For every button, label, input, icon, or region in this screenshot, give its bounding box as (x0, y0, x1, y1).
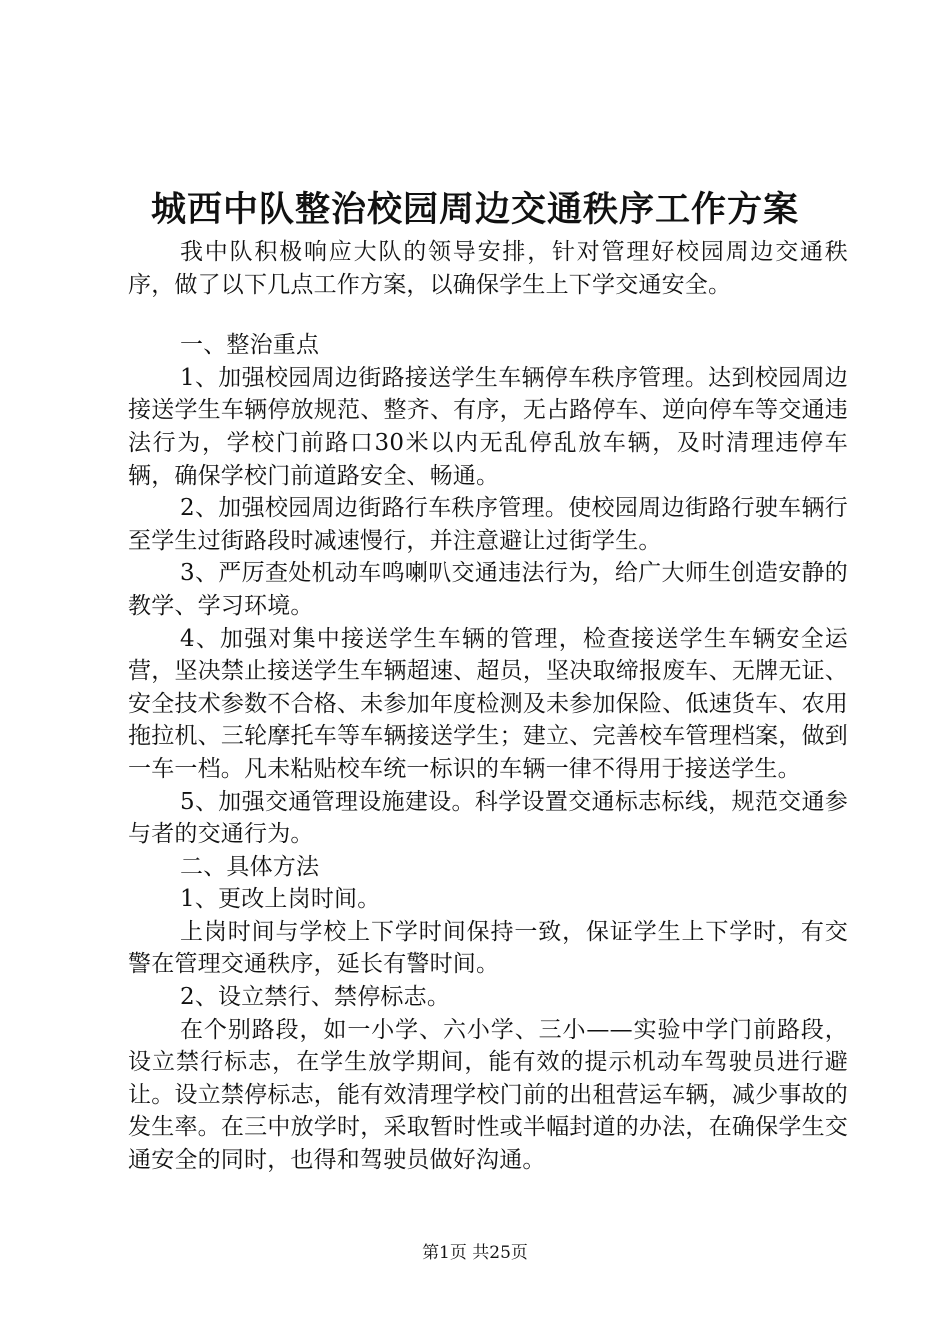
focus-item-2: 2、加强校园周边街路行车秩序管理。使校园周边街路行驶车辆行至学生过街路段时减速慢行，并注意避让过街学生。 (128, 495, 848, 554)
focus-item-3: 3、严厉查处机动车鸣喇叭交通违法行为，给广大师生创造安静的教学、学习环境。 (128, 560, 848, 619)
focus-item-1: 1、加强校园周边街路接送学生车辆停车秩序管理。达到校园周边接送学生车辆停放规范、整齐、有序，无占路停车、逆向停车等交通违法行为，学校门前路口30米以内无乱停乱放车辆，及时清理违停车辆，确保学校门前道路安全、畅通。 (128, 364, 848, 489)
section-heading-focus: 一、整治重点 (180, 332, 320, 359)
document-body (128, 236, 848, 1177)
method-item-1-heading: 1、更改上岗时间。 (180, 886, 381, 913)
document-title: 城西中队整治校园周边交通秩序工作方案 (150, 189, 799, 230)
page-number-footer: 第1页 共25页 (422, 1243, 528, 1263)
paragraph-gap (128, 301, 848, 329)
focus-item-4: 4、加强对集中接送学生车辆的管理，检查接送学生车辆安全运营，坚决禁止接送学生车辆超速、超员，坚决取缔报废车、无牌无证、安全技术参数不合格、未参加年度检测及未参加保险、低速货车、农用拖拉机、三轮摩托车等车辆接送学生；建立、完善校车管理档案，做到一车一档。凡未粘贴校车统一标识的车辆一律不得用于接送学生。 (128, 625, 848, 782)
method-item-2-heading: 2、设立禁行、禁停标志。 (180, 984, 451, 1011)
focus-item-5: 5、加强交通管理设施建设。科学设置交通标志标线，规范交通参与者的交通行为。 (128, 788, 848, 848)
section-heading-methods: 二、具体方法 (180, 853, 320, 880)
method-item-1-text: 上岗时间与学校上下学时间保持一致，保证学生上下学时，有交警在管理交通秩序，延长有警时间。 (128, 918, 848, 978)
method-item-2-text: 在个别路段，如一小学、六小学、三小——实验中学门前路段，设立禁行标志，在学生放学期间，能有效的提示机动车驾驶员进行避让。设立禁停标志，能有效清理学校门前的出租营运车辆，减少事故的发生率。在三中放学时，采取暂时性或半幅封道的办法，在确保学生交通安全的同时，也得和驾驶员做好沟通。 (128, 1016, 848, 1174)
intro-paragraph: 我中队积极响应大队的领导安排，针对管理好校园周边交通秩序，做了以下几点工作方案，以确保学生上下学交通安全。 (128, 239, 848, 298)
